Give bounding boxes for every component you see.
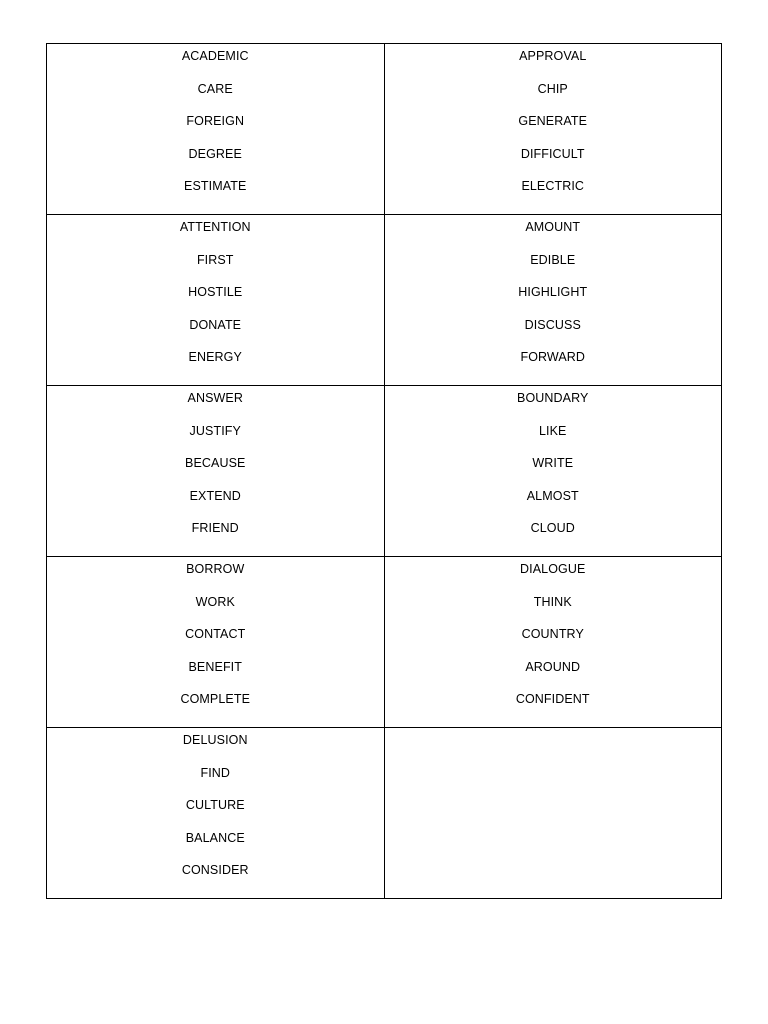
word-list [385, 215, 722, 365]
word-item: EDIBLE [530, 252, 576, 267]
grid-cell-left [47, 215, 385, 386]
grid-cell-right [384, 215, 722, 386]
word-list [47, 728, 384, 878]
word-item: HIGHLIGHT [518, 285, 588, 299]
word-item: JUSTIFY [189, 423, 241, 438]
word-item: FIND [200, 765, 231, 780]
word-item: ALMOST [526, 488, 579, 503]
word-item: ELECTRIC [521, 179, 585, 193]
word-item: DELUSION [182, 733, 248, 747]
word-item: ATTENTION [179, 220, 251, 234]
word-grid-body [47, 44, 722, 899]
word-list [47, 386, 384, 536]
word-item: CONTACT [185, 627, 246, 641]
word-list [385, 557, 722, 707]
grid-cell-right [384, 44, 722, 215]
grid-cell-left [47, 728, 385, 899]
word-item: FRIEND [191, 521, 239, 535]
grid-cell-right [384, 557, 722, 728]
word-item: CONSIDER [181, 863, 249, 877]
word-item: FIRST [196, 252, 234, 267]
word-item: GENERATE [518, 114, 588, 128]
word-grid-table [46, 43, 722, 899]
word-item: DEGREE [188, 146, 242, 161]
grid-row [47, 728, 722, 899]
word-item: CLOUD [530, 521, 575, 535]
word-item: CULTURE [185, 798, 245, 812]
word-item: AROUND [525, 659, 581, 674]
word-list [47, 557, 384, 707]
word-item: FOREIGN [186, 114, 245, 128]
word-list [47, 44, 384, 194]
word-list [47, 215, 384, 365]
word-item: CONFIDENT [515, 692, 590, 706]
grid-row [47, 557, 722, 728]
word-item: CHIP [537, 81, 568, 96]
word-item: ENERGY [188, 350, 242, 364]
word-item: DIFFICULT [520, 146, 585, 161]
word-list [385, 386, 722, 536]
word-item: CARE [197, 81, 233, 96]
word-item: DONATE [189, 317, 242, 332]
word-item: BENEFIT [188, 659, 242, 674]
word-item: LIKE [539, 423, 567, 438]
word-item: ANSWER [187, 391, 243, 405]
word-item: BORROW [186, 562, 245, 576]
grid-cell-left [47, 557, 385, 728]
word-item: BALANCE [185, 830, 245, 845]
word-item: COUNTRY [521, 627, 584, 641]
grid-row [47, 44, 722, 215]
word-item: AMOUNT [525, 220, 581, 234]
word-item: HOSTILE [188, 285, 243, 299]
word-item: EXTEND [189, 488, 241, 503]
grid-cell-left [47, 44, 385, 215]
grid-row [47, 215, 722, 386]
word-list [385, 728, 722, 733]
word-item: WRITE [532, 456, 574, 470]
word-item: ESTIMATE [184, 179, 247, 193]
grid-row [47, 386, 722, 557]
word-item: FORWARD [520, 350, 586, 364]
grid-cell-left [47, 386, 385, 557]
word-item: DISCUSS [524, 317, 581, 332]
grid-cell-right [384, 386, 722, 557]
word-item: COMPLETE [180, 692, 251, 706]
word-item: THINK [533, 594, 572, 609]
word-item: BECAUSE [185, 456, 246, 470]
word-item: DIALOGUE [520, 562, 586, 576]
word-item: ACADEMIC [181, 49, 249, 63]
word-list [385, 44, 722, 194]
grid-cell-right-empty [384, 728, 722, 899]
word-item: BOUNDARY [517, 391, 589, 405]
word-item: WORK [195, 594, 235, 609]
word-item: APPROVAL [519, 49, 587, 63]
